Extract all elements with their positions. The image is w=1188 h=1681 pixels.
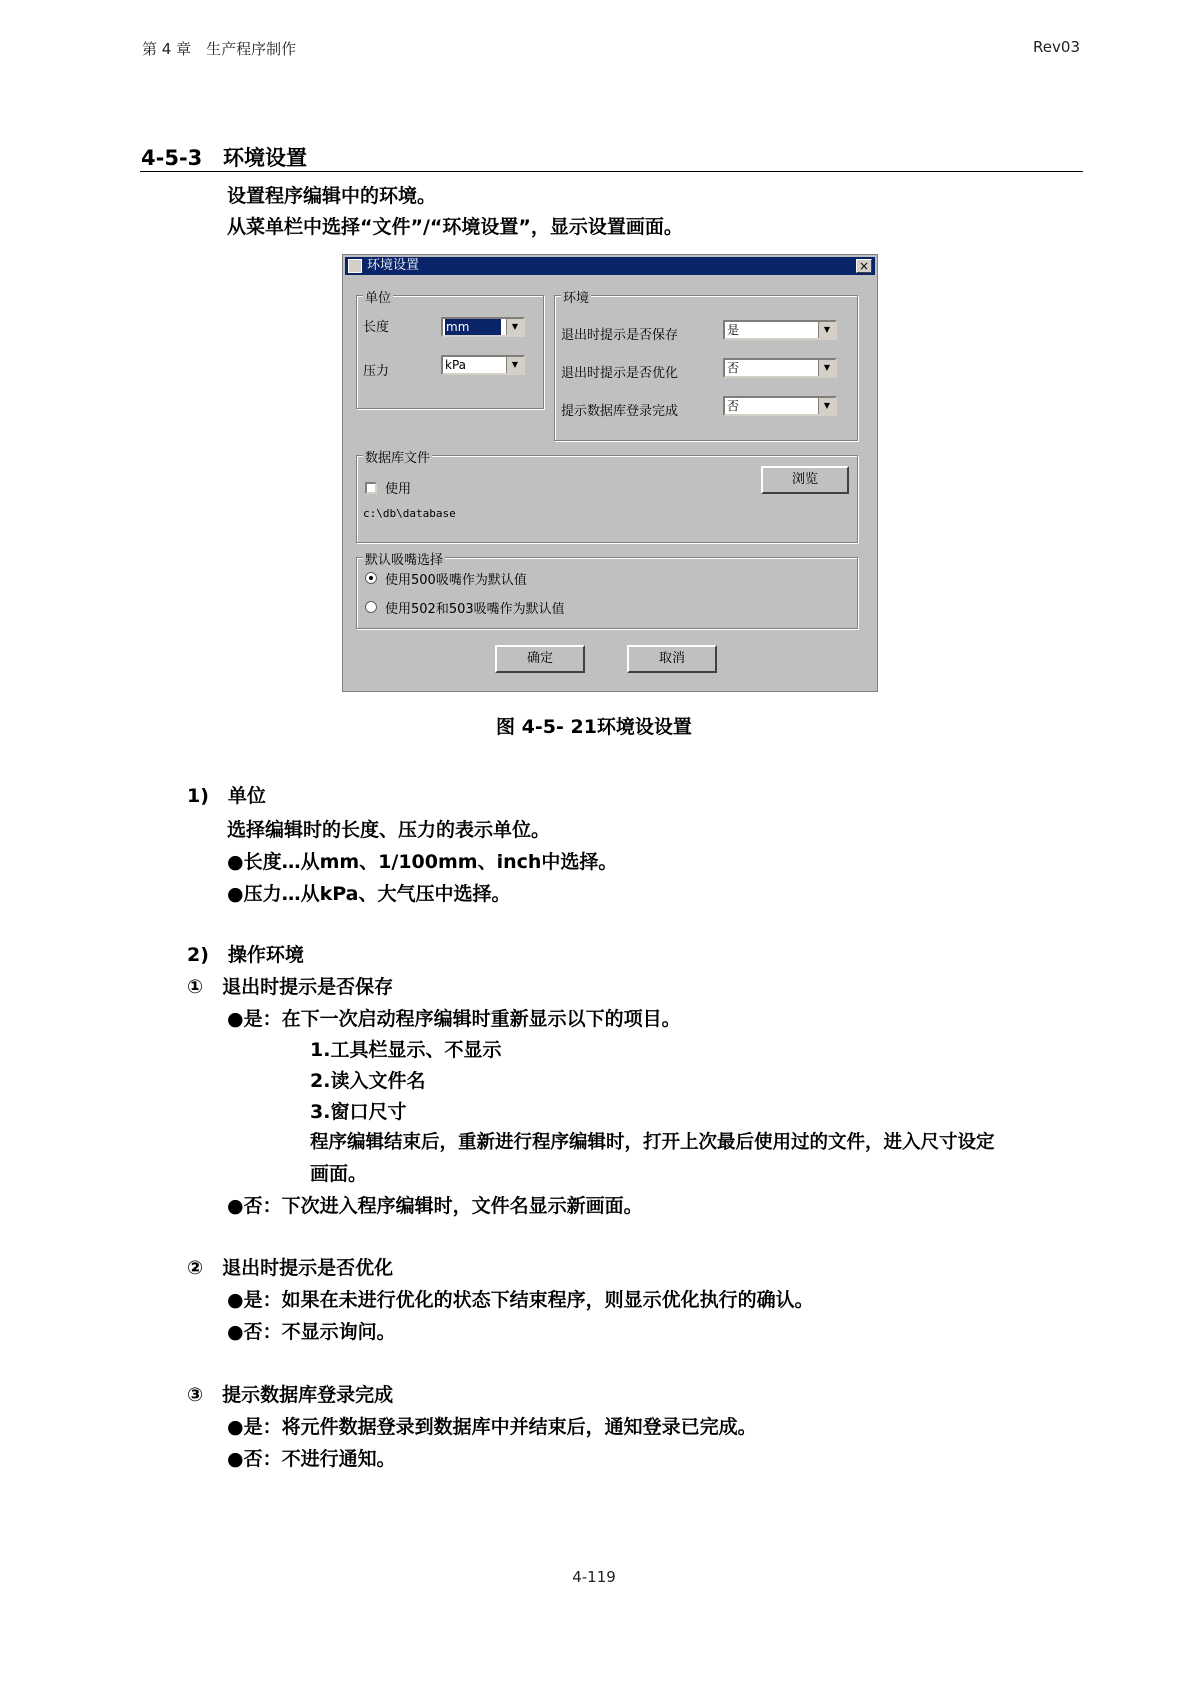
nozzle-502-503-label: 使用502和503吸嘴作为默认值	[385, 602, 565, 617]
page-header-chapter: 第 4 章 生产程序制作	[142, 40, 297, 58]
dialog-titlebar	[345, 257, 875, 275]
prompt-optimize-label: 退出时提示是否优化	[561, 366, 679, 381]
database-file-group	[356, 451, 858, 543]
length-label: 长度	[363, 320, 390, 335]
section-title	[141, 142, 307, 172]
c1-yes: ●是：在下一次启动程序编辑时重新显示以下的项目。	[227, 1008, 681, 1030]
c3-yes: ●是：将元件数据登录到数据库中并结束后，通知登录已完成。	[227, 1416, 757, 1438]
default-nozzle-group-label: 默认吸嘴选择	[363, 549, 445, 568]
nozzle-500-label: 使用500吸嘴作为默认值	[385, 573, 527, 588]
default-nozzle-group	[356, 553, 858, 629]
ok-button[interactable]: 确定	[495, 645, 585, 673]
app-icon	[348, 259, 362, 273]
chevron-down-icon[interactable]: ▼	[818, 360, 835, 376]
unit-group-label: 单位	[363, 287, 393, 306]
db-path: c:\db\database	[363, 507, 456, 520]
c1-para-2: 画面。	[310, 1163, 368, 1185]
env-settings-dialog	[342, 254, 878, 692]
db-register-label: 提示数据库登录完成	[561, 404, 679, 419]
c1-no: ●否：下次进入程序编辑时，文件名显示新画面。	[227, 1195, 643, 1217]
c1-title: ① 退出时提示是否保存	[187, 976, 394, 998]
c2-yes: ●是：如果在未进行优化的状态下结束程序，则显示优化执行的确认。	[227, 1289, 814, 1311]
prompt-save-label: 退出时提示是否保存	[561, 328, 679, 343]
section-rule	[140, 171, 1083, 172]
environment-group	[554, 291, 858, 441]
c1-item-2: 2.读入文件名	[310, 1070, 426, 1092]
browse-button[interactable]: 浏览	[761, 466, 849, 494]
c3-title: ③ 提示数据库登录完成	[187, 1384, 394, 1406]
c1-item-1: 1.工具栏显示、不显示	[310, 1039, 502, 1061]
pressure-value: kPa	[445, 358, 466, 372]
intro-line-1: 设置程序编辑中的环境。	[227, 185, 437, 207]
length-select[interactable]	[441, 317, 525, 337]
chevron-down-icon[interactable]: ▼	[818, 322, 835, 338]
db-register-select[interactable]	[723, 396, 837, 416]
page-number: 4-119	[572, 1568, 616, 1586]
section-title-text: 环境设置	[223, 146, 307, 170]
length-value: mm	[445, 319, 501, 335]
s1-line-2: ●长度…从mm、1/100mm、inch中选择。	[227, 851, 618, 873]
use-db-checkbox[interactable]	[365, 482, 377, 494]
nozzle-502-503-radio[interactable]	[365, 601, 377, 613]
close-icon[interactable]: ×	[856, 259, 872, 273]
prompt-save-value: 是	[727, 323, 740, 337]
c1-item-3: 3.窗口尺寸	[310, 1101, 407, 1123]
figure-caption: 图 4-5- 21环境设设置	[496, 716, 692, 738]
section-number: 4-5-3	[141, 146, 203, 170]
chevron-down-icon[interactable]: ▼	[818, 398, 835, 414]
dialog-title: 环境设置	[367, 258, 420, 273]
s2-title: 2) 操作环境	[187, 944, 304, 966]
s1-line-3: ●压力…从kPa、大气压中选择。	[227, 883, 511, 905]
intro-line-2: 从菜单栏中选择“文件”/“环境设置”，显示设置画面。	[227, 216, 683, 238]
prompt-save-select[interactable]	[723, 320, 837, 340]
page-header-rev: Rev03	[1033, 38, 1080, 56]
s1-line-1: 选择编辑时的长度、压力的表示单位。	[227, 819, 551, 841]
c3-no: ●否：不进行通知。	[227, 1448, 396, 1470]
environment-group-label: 环境	[561, 287, 591, 306]
pressure-label: 压力	[363, 364, 390, 379]
pressure-select[interactable]	[441, 355, 525, 375]
nozzle-500-radio[interactable]	[365, 572, 377, 584]
prompt-optimize-value: 否	[727, 361, 740, 375]
cancel-button[interactable]: 取消	[627, 645, 717, 673]
prompt-optimize-select[interactable]	[723, 358, 837, 378]
s1-title: 1) 单位	[187, 785, 266, 807]
chevron-down-icon[interactable]: ▼	[506, 357, 523, 373]
c1-para-1: 程序编辑结束后，重新进行程序编辑时，打开上次最后使用过的文件，进入尺寸设定	[310, 1132, 995, 1153]
c2-no: ●否：不显示询问。	[227, 1321, 396, 1343]
c2-title: ② 退出时提示是否优化	[187, 1257, 394, 1279]
db-register-value: 否	[727, 399, 740, 413]
unit-group	[356, 291, 544, 409]
chevron-down-icon[interactable]: ▼	[506, 319, 523, 335]
database-file-group-label: 数据库文件	[363, 447, 432, 466]
use-db-label: 使用	[385, 482, 412, 497]
